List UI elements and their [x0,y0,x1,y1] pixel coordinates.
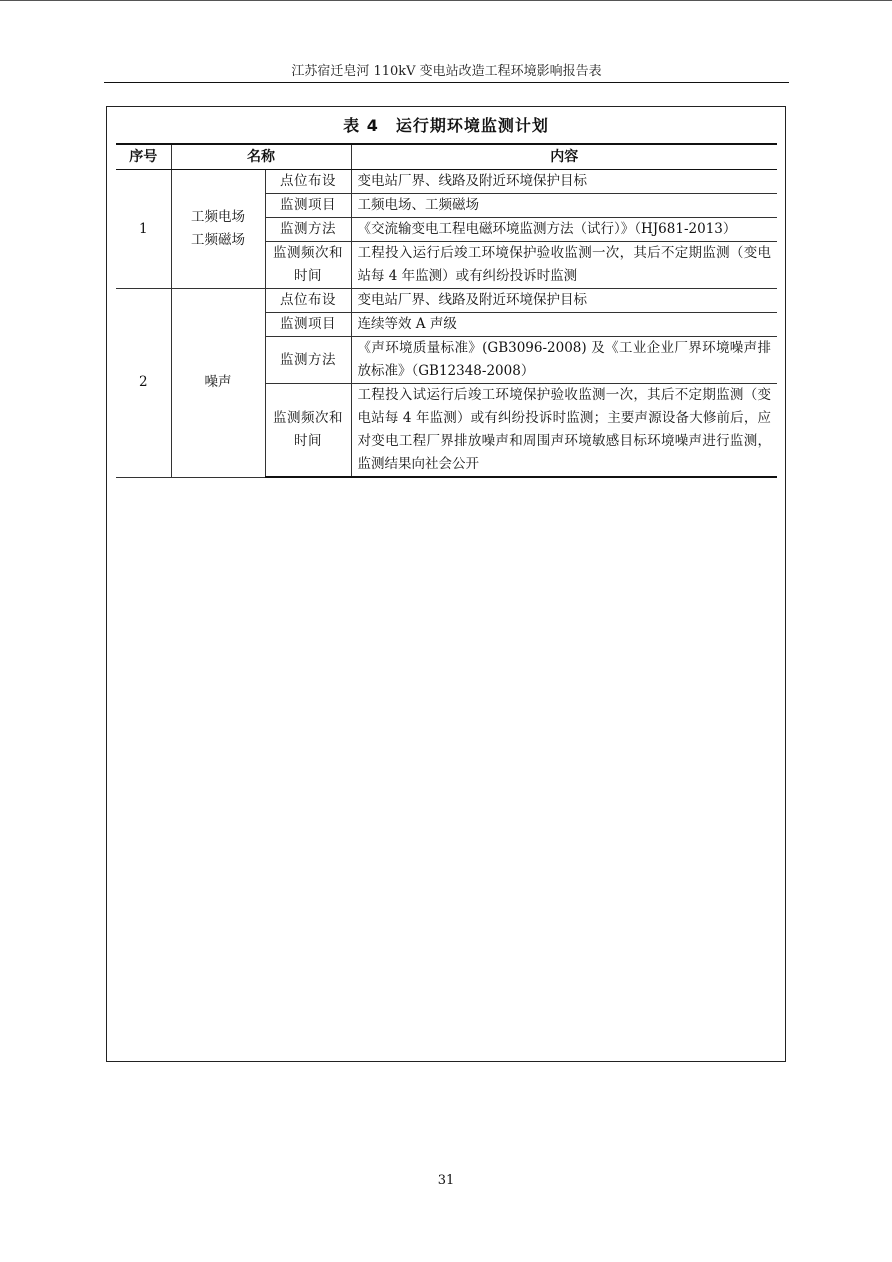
table-header-row [116,144,777,170]
column-header-index: 序号 [116,144,171,170]
group-name: 噪声 [171,289,265,478]
running-header: 江苏宿迁皂河 110kV 变电站改造工程环境影响报告表 [291,64,602,79]
page-number: 31 [437,1173,455,1188]
row-content: 工频电场、工频磁场 [351,194,777,218]
row-field: 监测项目 [265,194,351,218]
row-field: 监测方法 [265,337,351,384]
column-header-name: 名称 [171,144,351,170]
group-name-line: 工频磁场 [191,232,245,248]
group-index: 2 [116,289,171,478]
table-row [116,289,777,313]
row-field: 监测项目 [265,313,351,337]
group-name [171,170,265,289]
row-field: 监测频次和时间 [265,242,351,289]
row-content: 变电站厂界、线路及附近环境保护目标 [351,289,777,313]
row-content: 《交流输变电工程电磁环境监测方法（试行）》（HJ681-2013） [351,218,777,242]
row-field: 监测方法 [265,218,351,242]
row-content: 连续等效 A 声级 [351,313,777,337]
table-row [116,170,777,194]
row-content: 《声环境质量标准》(GB3096-2008) 及《工业企业厂界环境噪声排放标准》（GB12348-2008） [351,337,777,384]
row-content: 工程投入运行后竣工环境保护验收监测一次，其后不定期监测（变电站每 4 年监测）或有纠纷投诉时监测 [351,242,777,289]
row-content: 变电站厂界、线路及附近环境保护目标 [351,170,777,194]
table-title: 表 4 运行期环境监测计划 [343,116,549,135]
row-content: 工程投入试运行后竣工环境保护验收监测一次，其后不定期监测（变电站每 4 年监测）或有纠纷投诉时监测；主要声源设备大修前后，应对变电工程厂界排放噪声和周围声环境敏感目标环境噪声进行监测，监测结果向社会公开 [351,384,777,478]
column-header-content: 内容 [351,144,777,170]
monitoring-plan-table [116,143,777,478]
row-field: 点位布设 [265,289,351,313]
row-field: 监测频次和时间 [265,384,351,478]
row-field: 点位布设 [265,170,351,194]
group-name-line: 工频电场 [191,209,245,225]
header-rule [104,82,789,83]
page-top-edge [0,0,892,1]
group-index: 1 [116,170,171,289]
